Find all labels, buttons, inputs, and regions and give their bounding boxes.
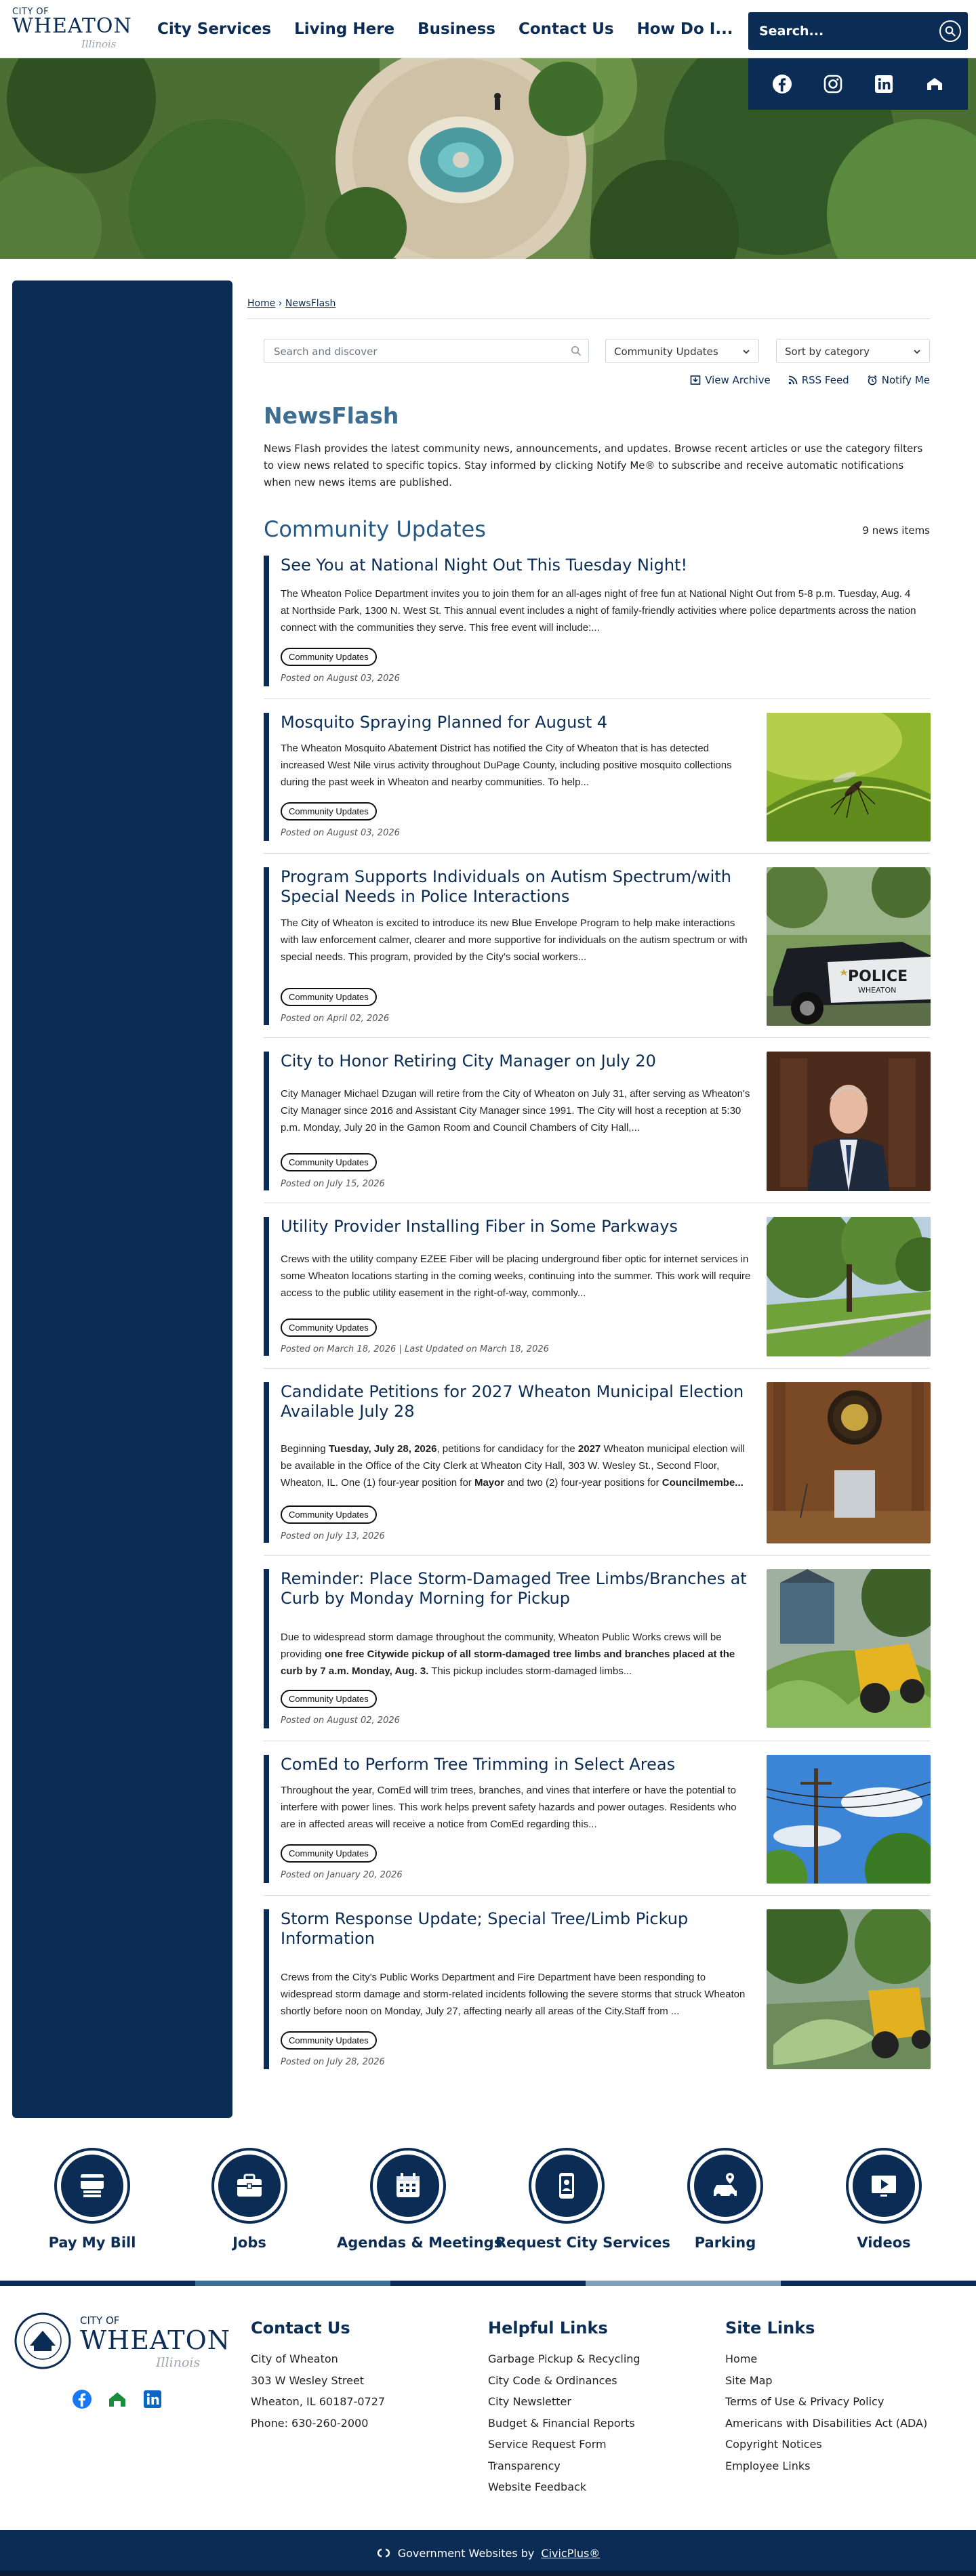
- news-item-date: Posted on July 15, 2026: [281, 1179, 385, 1189]
- quick-link-label: Videos: [857, 2235, 911, 2251]
- footer-logo-name: WHEATON: [80, 2325, 231, 2355]
- footer-link[interactable]: Website Feedback: [488, 2480, 587, 2493]
- news-item: [264, 1569, 931, 1741]
- news-item-accent: [264, 1909, 269, 2069]
- summary-text: Wheaton municipal election will be available in the Office of the City Clerk at Wheaton City Hall, 303 W. Wesley St., Second Floor, Wheaton, IL. One (1) four-year position for: [281, 1443, 745, 1489]
- news-item-title[interactable]: Program Supports Individuals on Autism Spectrum/with Special Needs in Police Interactions: [281, 867, 731, 906]
- svg-text:WHEATON: WHEATON: [858, 986, 897, 995]
- nav-living-here[interactable]: Living Here: [294, 20, 395, 38]
- quick-link-circle: [529, 2148, 605, 2224]
- news-item-date: Posted on July 28, 2026: [281, 2057, 385, 2067]
- nav-city-services[interactable]: City Services: [157, 20, 272, 38]
- notify-me-label: Notify Me: [881, 374, 930, 386]
- news-item-image[interactable]: [767, 1569, 931, 1728]
- quick-link-label: Agendas & Meetings: [337, 2235, 503, 2251]
- footer-link[interactable]: Americans with Disabilities Act (ADA): [725, 2416, 928, 2430]
- nextdoor-link[interactable]: [923, 72, 946, 96]
- chevron-down-icon: [742, 348, 750, 356]
- footer-logo-state: Illinois: [156, 2355, 201, 2370]
- news-item-tag[interactable]: Community Updates: [281, 988, 377, 1006]
- news-item-accent: [264, 1755, 269, 1883]
- news-item-summary: [281, 1440, 758, 1491]
- summary-emphasis: 2027: [577, 1443, 601, 1455]
- search-icon: [945, 26, 956, 37]
- news-item-date: Posted on April 02, 2026: [281, 1014, 390, 1024]
- linkedin-icon[interactable]: [142, 2389, 163, 2409]
- news-item-summary: The City of Wheaton is excited to introduce its new Blue Envelope Program to help make interactions with law enforcement calmer, clearer and more supportive for individuals on the autism spectrum or with special needs. This program, provided by the City's social workers...: [281, 917, 748, 963]
- car-icon: [710, 2170, 741, 2201]
- news-item-accent: [264, 1217, 269, 1356]
- social-bar: [748, 58, 968, 110]
- bottom-strip: [0, 2571, 976, 2576]
- city-seal: [14, 2312, 72, 2370]
- news-item-title[interactable]: Reminder: Place Storm-Damaged Tree Limbs/Branches at Curb by Monday Morning for Pickup: [281, 1569, 747, 1608]
- news-item-tag[interactable]: Community Updates: [281, 1690, 377, 1708]
- section-title: Community Updates: [264, 516, 486, 542]
- footer-link[interactable]: Service Request Form: [488, 2438, 607, 2451]
- news-item: [264, 1755, 931, 1896]
- footer-link[interactable]: City Code & Ordinances: [488, 2373, 617, 2387]
- calendar-icon: [392, 2170, 424, 2201]
- quick-link-label: Pay My Bill: [48, 2235, 136, 2251]
- footer-link[interactable]: Site Map: [725, 2373, 773, 2387]
- city-logo[interactable]: [12, 7, 132, 51]
- nav-business[interactable]: Business: [418, 20, 495, 38]
- site-search-input[interactable]: [759, 22, 929, 41]
- alarm-clock-icon: [867, 375, 878, 386]
- footer-logo-city: CITY OF: [80, 2314, 120, 2327]
- quick-link-label: Request City Services: [495, 2235, 670, 2251]
- footer-link[interactable]: Home: [725, 2352, 758, 2365]
- news-item-summary: City Manager Michael Dzugan will retire from the City of Wheaton on July 31, after serving as Wheaton's City Manager since 2016 and Assistant City Manager since 1991. The City will host a reception at 5:30 p.m. Monday, July 20 in the Gamon Room and Council Chambers of City Hall,...: [281, 1088, 750, 1134]
- footer-contact: [251, 2319, 385, 2434]
- main-nav: [146, 0, 745, 58]
- news-item-accent: [264, 1052, 269, 1190]
- news-item-summary: [281, 1629, 758, 1680]
- summary-emphasis: one free Citywide pickup of all storm-damaged tree limbs and branches placed at the curb by 7 a.m. Monday, Aug. 3.: [281, 1648, 735, 1677]
- news-item: [264, 556, 931, 699]
- footer-social: [72, 2389, 163, 2409]
- summary-text: This pickup includes storm-damaged limbs...: [428, 1665, 632, 1677]
- news-item-title[interactable]: Candidate Petitions for 2027 Wheaton Municipal Election Available July 28: [281, 1382, 744, 1421]
- footer-link[interactable]: Terms of Use & Privacy Policy: [725, 2395, 884, 2408]
- breadcrumb-current[interactable]: NewsFlash: [285, 298, 336, 309]
- breadcrumb: [247, 298, 336, 309]
- summary-emphasis: Tuesday, July 28, 2026: [328, 1443, 437, 1455]
- quick-link-circle: [54, 2148, 130, 2224]
- car-lettering: POLICE: [848, 968, 908, 985]
- footer-site-links: [725, 2319, 927, 2476]
- logo-state-text: Illinois: [81, 38, 117, 50]
- contact-line: City of Wheaton: [251, 2352, 338, 2365]
- footer-link[interactable]: Budget & Financial Reports: [488, 2416, 635, 2430]
- news-item-image[interactable]: [767, 1909, 931, 2069]
- quick-link-request-services[interactable]: [495, 2148, 670, 2251]
- linkedin-link[interactable]: [872, 72, 895, 96]
- contact-line: 303 W Wesley Street: [251, 2373, 365, 2387]
- quick-link-circle: [687, 2148, 763, 2224]
- storm-debris-photo: [767, 1569, 931, 1728]
- news-item-summary: Throughout the year, ComEd will trim trees, branches, and vines that interfere or have the potential to interfere with power lines. This work helps prevent safety hazards and power outages. Residents who are in affected areas will receive a notice from ComEd regarding this...: [281, 1785, 737, 1830]
- notify-me-link[interactable]: [867, 374, 930, 386]
- city-manager-portrait: [767, 1052, 931, 1191]
- police-car-photo: [767, 867, 931, 1026]
- bill-icon: [77, 2170, 108, 2201]
- footer-link[interactable]: Employee Links: [725, 2459, 811, 2472]
- news-item: [264, 1382, 931, 1556]
- news-item: [264, 1909, 931, 2081]
- rss-feed-link[interactable]: [788, 374, 849, 386]
- footer-contact-title: Contact Us: [251, 2319, 350, 2338]
- sort-select-value: Sort by category: [785, 346, 870, 358]
- view-archive-link[interactable]: [690, 374, 771, 386]
- news-item-image[interactable]: [767, 1217, 931, 1356]
- news-item-tag[interactable]: Community Updates: [281, 1844, 377, 1863]
- footer-helpful-title: Helpful Links: [488, 2319, 608, 2338]
- footer-site-title: Site Links: [725, 2319, 815, 2338]
- news-item-date: Posted on August 02, 2026: [281, 1716, 400, 1726]
- summary-emphasis: Councilmembe...: [662, 1477, 744, 1489]
- nav-how-do-i[interactable]: How Do I...: [636, 20, 733, 38]
- news-item-summary: The Wheaton Police Department invites you to join them for an all-ages night of free fun at National Night Out from 5-8 p.m. Tuesday, Aug. 4 at Northside Park, 1300 N. West St. This annual event includes a night of family-friendly activities where police departments across the nation connect with the communities they serve. This free event will include:...: [281, 588, 916, 633]
- divider: [247, 318, 931, 319]
- news-item-date: Posted on August 03, 2026: [281, 828, 400, 838]
- power-lines-photo: [767, 1755, 931, 1884]
- quick-link-circle: [846, 2148, 922, 2224]
- summary-text: , petitions for candidacy for the: [436, 1443, 578, 1455]
- quick-link-pay-my-bill[interactable]: [21, 2148, 163, 2251]
- civicplus-icon: [376, 2548, 391, 2558]
- news-item-tag[interactable]: Community Updates: [281, 2031, 377, 2050]
- news-tools: [690, 374, 930, 386]
- news-item-image[interactable]: [767, 1052, 931, 1191]
- summary-text: Beginning: [281, 1443, 329, 1455]
- news-item: [264, 1052, 931, 1203]
- video-icon: [868, 2170, 899, 2201]
- news-item-tag[interactable]: Community Updates: [281, 648, 377, 666]
- rss-icon: [788, 375, 798, 385]
- news-item-accent: [264, 1382, 269, 1543]
- tree-pickup-photo: [767, 1909, 931, 2069]
- linkedin-icon: [874, 74, 894, 94]
- left-sidebar: [12, 281, 232, 2118]
- news-item-image[interactable]: [767, 1755, 931, 1884]
- news-item-date: Posted on March 18, 2026 | Last Updated on March 18, 2026: [281, 1344, 549, 1354]
- nextdoor-icon[interactable]: [107, 2389, 127, 2409]
- sort-select[interactable]: [776, 339, 930, 363]
- news-item-date: Posted on January 20, 2026: [281, 1870, 403, 1880]
- news-search: [264, 339, 589, 363]
- breadcrumb-separator: ›: [278, 298, 283, 309]
- news-item-tag[interactable]: Community Updates: [281, 1153, 377, 1171]
- summary-text: and two (2) four-year positions for: [504, 1477, 662, 1489]
- nextdoor-icon: [924, 74, 945, 94]
- quick-links: [0, 2148, 976, 2263]
- instagram-icon: [823, 74, 843, 94]
- news-item-title[interactable]: City to Honor Retiring City Manager on July 20: [281, 1052, 656, 1071]
- news-item-date: Posted on July 13, 2026: [281, 1531, 385, 1541]
- summary-text: Due to widespread storm damage throughout the community, Wheaton Public Works crews will be providing: [281, 1632, 722, 1660]
- page-title: NewsFlash: [264, 402, 399, 429]
- news-item-title[interactable]: See You at National Night Out This Tuesday Night!: [281, 556, 688, 575]
- news-item-title[interactable]: Mosquito Spraying Planned for August 4: [281, 713, 608, 732]
- news-item-accent: [264, 713, 269, 841]
- site-footer: [0, 2286, 976, 2530]
- quick-link-parking[interactable]: [654, 2148, 796, 2251]
- news-item-tag[interactable]: Community Updates: [281, 1318, 377, 1337]
- mosquito-photo: [767, 713, 931, 842]
- logo-name-text: WHEATON: [12, 14, 132, 38]
- contact-line: Phone: 630-260-2000: [251, 2416, 369, 2430]
- category-select[interactable]: [605, 339, 759, 363]
- powered-by-text: Government Websites by: [397, 2546, 535, 2560]
- facebook-icon: [772, 74, 792, 94]
- news-item-tag[interactable]: Community Updates: [281, 802, 377, 820]
- news-item-summary: The Wheaton Mosquito Abatement District has notified the City of Wheaton that is has detected increased West Nile virus activity throughout DuPage County, including positive mosquito collections during the past week in Wheaton and nearby communities. To help...: [281, 743, 732, 788]
- news-item-image[interactable]: [767, 1382, 931, 1543]
- footer-stripe: [0, 2281, 976, 2286]
- footer-link[interactable]: Garbage Pickup & Recycling: [488, 2352, 640, 2365]
- news-item-summary: Crews with the utility company EZEE Fiber will be placing underground fiber optic for internet services in some Wheaton locations starting in the coming weeks, continuing into the summer. This work will require access to the public utility easement in the right-of-way, commonly...: [281, 1253, 751, 1299]
- news-item-accent: [264, 556, 269, 686]
- footer-link[interactable]: Copyright Notices: [725, 2438, 822, 2451]
- search-button[interactable]: [939, 20, 961, 42]
- powered-by-bar: [0, 2530, 976, 2576]
- chevron-down-icon: [913, 348, 921, 356]
- quick-link-label: Jobs: [232, 2235, 266, 2251]
- news-item: [264, 867, 931, 1038]
- quick-link-jobs[interactable]: [178, 2148, 321, 2251]
- quick-link-label: Parking: [694, 2235, 756, 2251]
- parkway-photo: [767, 1217, 931, 1356]
- briefcase-icon: [234, 2170, 265, 2201]
- news-item: [264, 1217, 931, 1369]
- news-item-accent: [264, 1569, 269, 1728]
- rss-feed-label: RSS Feed: [801, 374, 849, 386]
- footer-link[interactable]: Transparency: [488, 2459, 561, 2472]
- view-archive-label: View Archive: [705, 374, 771, 386]
- quick-link-videos[interactable]: [813, 2148, 955, 2251]
- news-item-date: Posted on August 03, 2026: [281, 673, 400, 684]
- search-icon[interactable]: [571, 346, 582, 356]
- site-search: [748, 12, 968, 50]
- archive-icon: [690, 375, 701, 386]
- council-chambers-photo: [767, 1382, 931, 1543]
- facebook-icon[interactable]: [72, 2389, 92, 2409]
- footer-helpful-links: [488, 2319, 640, 2498]
- nav-contact-us[interactable]: Contact Us: [518, 20, 614, 38]
- news-item-title[interactable]: Utility Provider Installing Fiber in Some Parkways: [281, 1217, 678, 1236]
- breadcrumb-home[interactable]: Home: [247, 298, 276, 309]
- page-description: News Flash provides the latest community news, announcements, and updates. Browse recent articles or use the category filters to view news related to specific topics. Stay informed by clicking Notify Me® to subscribe and receive automatic notifications when new news items are published.: [264, 442, 923, 489]
- quick-link-circle: [211, 2148, 287, 2224]
- site-header: [0, 0, 976, 58]
- news-item-tag[interactable]: Community Updates: [281, 1505, 377, 1524]
- footer-link[interactable]: City Newsletter: [488, 2395, 571, 2408]
- news-item: [264, 713, 931, 854]
- news-item-summary: Crews from the City's Public Works Department and Fire Department have been responding to widespread storm damage and storm-related incidents following the severe storms that struck Wheaton shortly before noon on Monday, July 27, affecting nearly all areas of the City.Staff from ...: [281, 1972, 746, 2017]
- facebook-link[interactable]: [771, 72, 794, 96]
- quick-link-circle: [370, 2148, 446, 2224]
- instagram-link[interactable]: [821, 72, 845, 96]
- phone-request-icon: [551, 2170, 582, 2201]
- news-search-input[interactable]: [274, 344, 558, 359]
- quick-link-agendas-meetings[interactable]: [337, 2148, 503, 2251]
- news-item-image[interactable]: [767, 867, 931, 1026]
- news-item-title[interactable]: ComEd to Perform Tree Trimming in Select Areas: [281, 1755, 676, 1774]
- news-item-image[interactable]: [767, 713, 931, 842]
- footer-logo[interactable]: [14, 2312, 231, 2373]
- summary-emphasis: Mayor: [474, 1477, 505, 1489]
- contact-line: Wheaton, IL 60187-0727: [251, 2395, 386, 2408]
- logo-city-text: CITY OF: [12, 7, 49, 17]
- news-item-title[interactable]: Storm Response Update; Special Tree/Limb Pickup Information: [281, 1909, 689, 1948]
- news-item-accent: [264, 867, 269, 1025]
- category-select-value: Community Updates: [614, 346, 718, 358]
- news-count: 9 news items: [862, 524, 930, 537]
- civicplus-link[interactable]: CivicPlus®: [541, 2546, 601, 2560]
